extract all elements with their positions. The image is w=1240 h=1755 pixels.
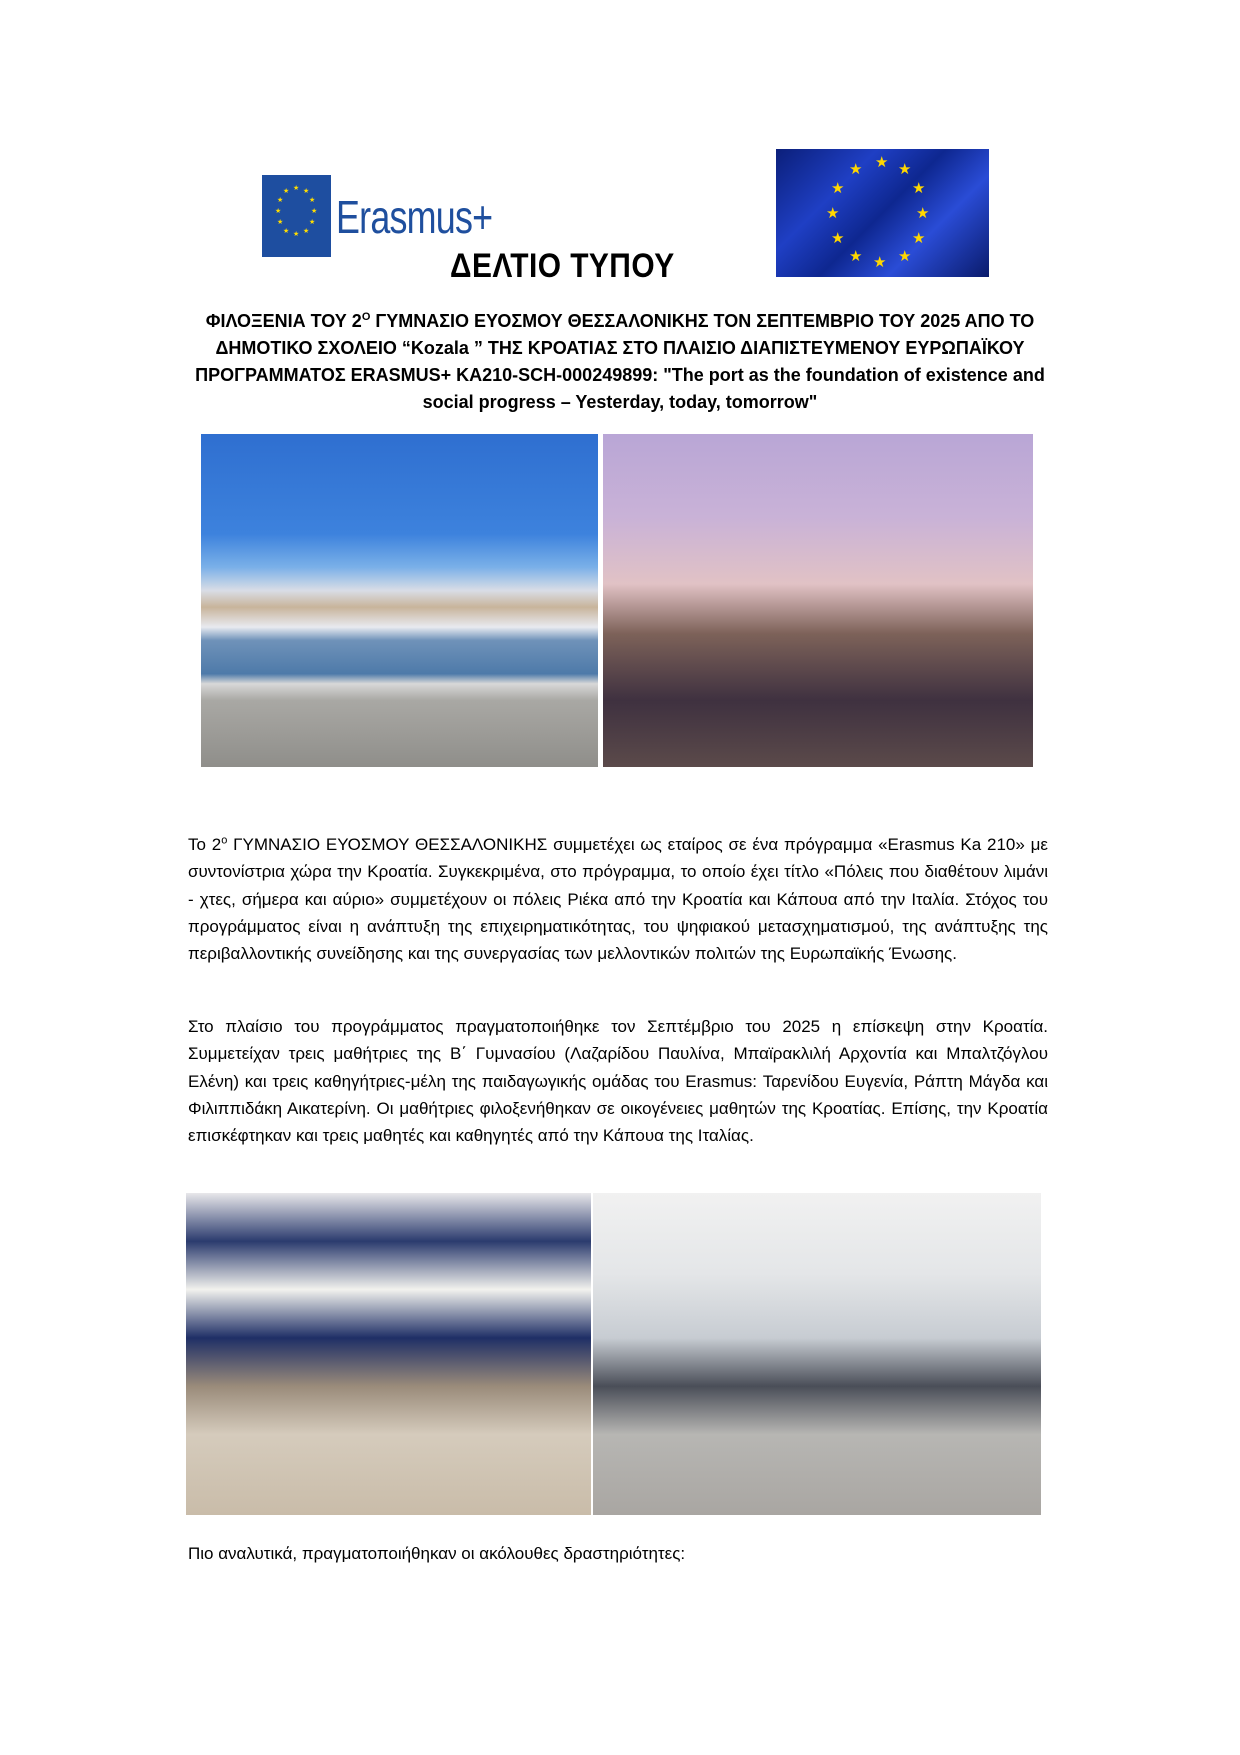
star-icon: ★ xyxy=(309,197,316,204)
subtitle-line-1 xyxy=(175,308,1065,335)
subtitle xyxy=(175,308,1065,416)
subtitle-line-2: ΔΗΜΟΤΙΚΟ ΣΧΟΛΕΙΟ “Kozala ” ΤΗΣ ΚΡΟΑΤΙΑΣ ΣΤΟ ΠΛΑΙΣΙΟ ΔΙΑΠΙΣΤΕΥΜΕΝΟΥ ΕΥΡΩΠΑΪΚΟΥ xyxy=(215,338,1025,358)
subtitle-line-4: social progress – Yesterday, today, tomorrow" xyxy=(422,392,818,412)
star-icon: ★ xyxy=(303,228,310,235)
erasmus-eu-emblem xyxy=(262,175,331,257)
star-icon: ★ xyxy=(283,188,290,195)
star-icon: ★ xyxy=(875,154,889,171)
star-icon: ★ xyxy=(831,180,845,197)
subtitle-text: ΓΥΜΝΑΣΙΟ ΕΥΟΣΜΟΥ ΘΕΣΣΑΛΟΝΙΚΗΣ ΤΟΝ ΣΕΠΤΕΜΒΡΙΟ ΤΟΥ 2025 ΑΠΟ ΤΟ xyxy=(370,311,1035,331)
subtitle-line-3: ΠΡΟΓΡΑΜΜΑΤΟΣ ERASMUS+ KA210-SCH-000249899: "The port as the foundation of existence and xyxy=(195,365,1045,385)
star-icon: ★ xyxy=(912,180,926,197)
paragraph-activities-intro: Πιο αναλυτικά, πραγματοποιήθηκαν οι ακόλουθες δραστηριότητες: xyxy=(188,1544,686,1563)
paragraph-intro xyxy=(188,831,1048,967)
control-room-photo xyxy=(593,1193,1041,1515)
star-icon: ★ xyxy=(275,208,282,215)
superscript: ο xyxy=(221,834,228,847)
star-icon: ★ xyxy=(849,248,863,265)
star-icon: ★ xyxy=(849,161,863,178)
star-icon: ★ xyxy=(293,185,300,192)
star-icon: ★ xyxy=(277,219,284,226)
star-icon: ★ xyxy=(873,254,887,271)
page-title: ΔΕΛΤΙΟ ΤΥΠΟΥ xyxy=(450,247,675,285)
star-icon: ★ xyxy=(283,228,290,235)
eu-flag-image xyxy=(776,149,989,277)
erasmus-logo-text: Erasmus+ xyxy=(336,191,493,243)
star-icon: ★ xyxy=(898,161,912,178)
star-icon: ★ xyxy=(916,205,930,222)
star-icon: ★ xyxy=(826,205,840,222)
superscript: Ο xyxy=(361,311,371,323)
star-icon: ★ xyxy=(311,208,318,215)
group-photo xyxy=(603,434,1033,767)
harbor-photo xyxy=(201,434,598,767)
star-icon: ★ xyxy=(912,230,926,247)
star-icon: ★ xyxy=(293,231,300,238)
subtitle-text: ΦΙΛΟΞΕΝΙΑ ΤΟΥ 2 xyxy=(205,311,362,331)
star-icon: ★ xyxy=(303,188,310,195)
star-icon: ★ xyxy=(277,197,284,204)
classroom-photo xyxy=(186,1193,591,1515)
star-icon: ★ xyxy=(831,230,845,247)
paragraph-visit: Στο πλαίσιο του προγράμματος πραγματοποιήθηκε τον Σεπτέμβριο του 2025 η επίσκεψη στην Κροατία. Συμμετείχαν τρεις μαθήτριες της Β΄ Γυμνασίου (Λαζαρίδου Παυλίνα, Μπαϊρακλιλή Αρχοντία και Μπαλτζόγλου Ελένη) και τρεις καθηγήτριες-μέλη της παιδαγωγικής ομάδας του Erasmus: Ταρενίδου Ευγενία, Ράπτη Μάγδα και Φιλιππιδάκη Αικατερίνη. Οι μαθήτριες φιλοξενήθηκαν σε οικογένειες μαθητών της Κροατίας. Επίσης, την Κροατία επισκέφτηκαν και τρεις μαθητές και καθηγητές από την Κάπουα της Ιταλίας. xyxy=(188,1017,1048,1146)
star-icon: ★ xyxy=(309,219,316,226)
paragraph-text: ΓΥΜΝΑΣΙΟ ΕΥΟΣΜΟΥ ΘΕΣΣΑΛΟΝΙΚΗΣ συμμετέχει ως εταίρος σε ένα πρόγραμμα «Erasmus Ka 210» με συντονίστρια χώρα την Κροατία. Συγκεκριμένα, στο πρόγραμμα, το οποίο έχει τίτλο «Πόλεις που διαθέτουν λιμάνι - χτες, σήμερα και αύριο» συμμετέχουν οι πόλεις Ριέκα από την Κροατία και Κάπουα από την Ιταλία. Στόχος του προγράμματος είναι η ανάπτυξη της επιχειρηματικότητας, του ψηφιακού μετασχηματισμού, της ανάπτυξης της περιβαλλοντικής συνείδησης και της συνεργασίας των μελλοντικών πολιτών της Ευρωπαϊκής Ένωσης. xyxy=(188,835,1048,964)
star-icon: ★ xyxy=(898,248,912,265)
paragraph-text: Το 2 xyxy=(188,835,222,854)
